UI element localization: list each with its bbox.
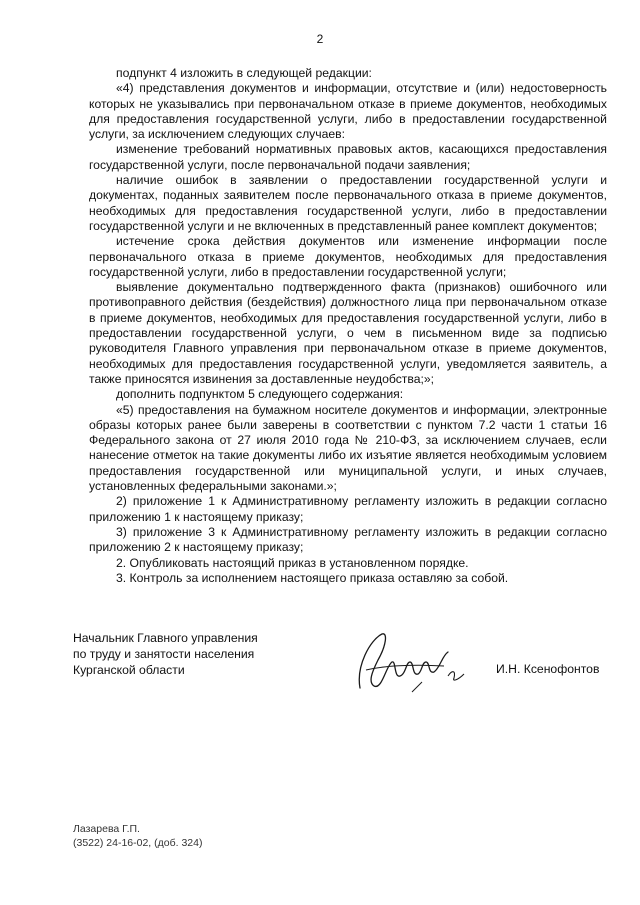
signatory-position-line: Начальник Главного управления — [73, 631, 258, 645]
executor-name: Лазарева Г.П. — [73, 823, 140, 835]
signatory-position — [73, 630, 258, 678]
document-body — [89, 66, 607, 586]
page-number: 2 — [316, 32, 324, 46]
paragraph-item-5: «5) предоставления на бумажном носителе документов и информации, электронные образы которых ранее были заверены в соответствии с пунктом 7.2 части 1 статьи 16 Федерального закона от 27 июля 2010 года № 210-ФЗ, за исключением случаев, если нанесение отметок на такие документы либо их изъятие является необходимым условием предоставления государственной или муниципальной услуги, и иных случаев, установленных федеральными законами.»; — [89, 402, 607, 494]
paragraph-case-4: выявление документально подтвержденного факта (признаков) ошибочного или противоправного действия (бездействия) должностного лица при первоначальном отказе в приеме документов, необходимых для предоставления государственной услуги, либо в предоставлении государственной услуги, о чем в письменном виде за подписью руководителя Главного управления при первоначальном отказе в приеме документов, необходимых для предоставления государственной услуги, уведомляется заявитель, а также приносятся извинения за доставленные неудобства;»; — [89, 280, 607, 386]
paragraph-case-2: наличие ошибок в заявлении о предоставлении государственной услуги и документах, поданных заявителем после первоначального отказа в приеме документов, необходимых для предоставления государственной услуги, либо в предоставлении государственной услуги и не включенных в представленный ранее комплект документов; — [89, 173, 607, 233]
paragraph-case-3: истечение срока действия документов или изменение информации после первоначального отказа в приеме документов, необходимых для предоставления государственной услуги, либо в предоставлении государственной услуги; — [89, 234, 607, 279]
executor-info — [73, 822, 202, 850]
paragraph-appendix-3: 3) приложение 3 к Административному регламенту изложить в редакции согласно приложению 2 к настоящему приказу; — [89, 524, 607, 555]
paragraph-appendix-1: 2) приложение 1 к Административному регламенту изложить в редакции согласно приложению 1 к настоящему приказу; — [89, 494, 607, 524]
signatory-name: И.Н. Ксенофонтов — [496, 662, 600, 676]
paragraph-publish: 2. Опубликовать настоящий приказ в установленном порядке. — [116, 555, 469, 570]
paragraph-control: 3. Контроль за исполнением настоящего приказа оставляю за собой. — [116, 570, 509, 585]
executor-phone: (3522) 24-16-02, (доб. 324) — [73, 837, 203, 849]
signatory-position-line: Курганской области — [73, 663, 185, 677]
paragraph-intro: подпункт 4 изложить в следующей редакции: — [116, 66, 372, 80]
handwritten-signature — [352, 626, 467, 698]
paragraph-item-4: «4) представления документов и информации, отсутствие и (или) недостоверность которых не указывались при первоначальном отказе в приеме документов, необходимых для предоставления государственной услуги, либо в предоставлении государственной услуги, за исключением следующих случаев: — [89, 81, 607, 142]
paragraph-add-item-5: дополнить подпунктом 5 следующего содержания: — [116, 387, 404, 402]
paragraph-case-1: изменение требований нормативных правовых актов, касающихся предоставления государственной услуги, после первоначальной подачи заявления; — [89, 142, 607, 172]
signatory-position-line: по труду и занятости населения — [73, 647, 255, 661]
